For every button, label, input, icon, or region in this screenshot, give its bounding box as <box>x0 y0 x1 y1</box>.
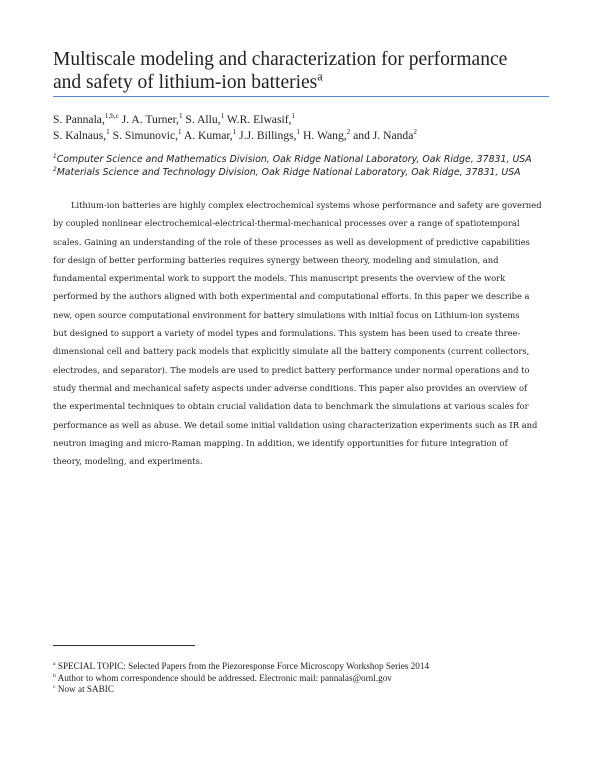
author-line-2 <box>53 128 553 144</box>
abstract-line: fundamental experimental work to support the models. This manuscript presents the overview of the work <box>53 273 506 284</box>
author-affil-marker: 1 <box>178 112 183 121</box>
author-name: W.R. Elwasif, <box>224 113 292 126</box>
author-name: H. Wang, <box>300 129 347 142</box>
affiliation-1: $^1$Computer Science and Mathematics Division, Oak Ridge National Laboratory, Oak Ridge, 37831, USA <box>53 153 532 165</box>
footnote-a: $^a$ SPECIAL TOPIC: Selected Papers from the Piezoresponse Force Microscopy Workshop Series 2014 <box>53 660 430 671</box>
affiliations <box>53 153 553 179</box>
abstract-line: the experimental techniques to obtain crucial validation data to benchmark the simulations at various scales for <box>53 401 529 412</box>
abstract <box>53 196 549 470</box>
author-name: S. Kalnaus, <box>53 129 107 142</box>
abstract-line: performance as well as abuse. We detail some initial validation using characterization experiments such as IR and <box>53 419 538 430</box>
paper-title <box>53 48 553 94</box>
title-line-2: and safety of lithium-ion batteries <box>53 72 318 93</box>
author-affil-marker: 1 <box>106 128 110 137</box>
author-affil-marker: 1 <box>296 128 301 137</box>
affiliation-2: $^2$Materials Science and Technology Division, Oak Ridge National Laboratory, Oak Ridge, 37831, USA <box>53 166 521 178</box>
author-affil-marker: 1,b,c <box>104 112 119 121</box>
abstract-line: scales. Gaining an understanding of the role of these processes as well as development of predictive capabilities <box>53 236 530 247</box>
author-name: S. Allu, <box>182 113 221 126</box>
abstract-line: electrodes, and separator). The models are used to predict battery performance under normal operations and to <box>53 364 530 375</box>
abstract-line: neutron imaging and micro-Raman mapping. In addition, we identify opportunities for future integration of <box>53 437 508 448</box>
author-name: J. A. Turner, <box>118 113 179 126</box>
author-affil-marker: 1 <box>220 112 225 121</box>
footnote-divider <box>53 645 195 646</box>
abstract-line: Lithium-ion batteries are highly complex electrochemical systems whose performance and safety are governed <box>71 200 542 210</box>
abstract-line: theory, modeling, and experiments. <box>53 456 203 467</box>
author-name: S. Pannala, <box>53 113 105 126</box>
author-affil-marker: 1 <box>232 128 237 137</box>
footnote-c: $^c$ Now at SABIC <box>53 684 114 695</box>
author-name: and J. Nanda <box>350 129 414 142</box>
author-name: J.J. Billings, <box>236 129 297 142</box>
footnotes <box>53 661 553 696</box>
author-line-1 <box>53 112 553 128</box>
abstract-line: by coupled nonlinear electrochemical-electrical-thermal-mechanical processes over a range of spatiotemporal <box>53 218 520 229</box>
author-name: A. Kumar, <box>181 129 233 142</box>
abstract-line: performed by the authors aligned with both experimental and computational efforts. In this paper we describe a <box>53 291 530 302</box>
title-line-1: Multiscale modeling and characterization for performance <box>53 49 508 70</box>
author-affil-marker: 1 <box>178 128 182 137</box>
abstract-line: study thermal and mechanical safety aspects under adverse conditions. This paper also provides an overview of <box>53 382 528 393</box>
author-list <box>53 112 553 144</box>
abstract-line: dimensional cell and battery pack models that explicitly simulate all the battery components (current collectors, <box>53 346 530 357</box>
abstract-line: but designed to support a variety of model types and formulations. This system has been used to create three- <box>53 328 521 339</box>
footnote-b: $^b$ Author to whom correspondence should be addressed. Electronic mail: pannalas@ornl.gov <box>53 672 392 683</box>
abstract-line: for design of better performing batteries requires synergy between theory, modeling and simulation, and <box>53 254 499 265</box>
title-footnote-marker: a <box>317 69 323 84</box>
author-affil-marker: 2 <box>413 128 417 137</box>
abstract-line: new, open source computational environment for battery simulations with initial focus on Lithium-ion systems <box>53 309 520 320</box>
author-affil-marker: 1 <box>291 112 296 121</box>
title-divider <box>53 96 549 97</box>
author-affil-marker: 2 <box>346 128 351 137</box>
author-name: S. Simunovic, <box>109 129 179 142</box>
